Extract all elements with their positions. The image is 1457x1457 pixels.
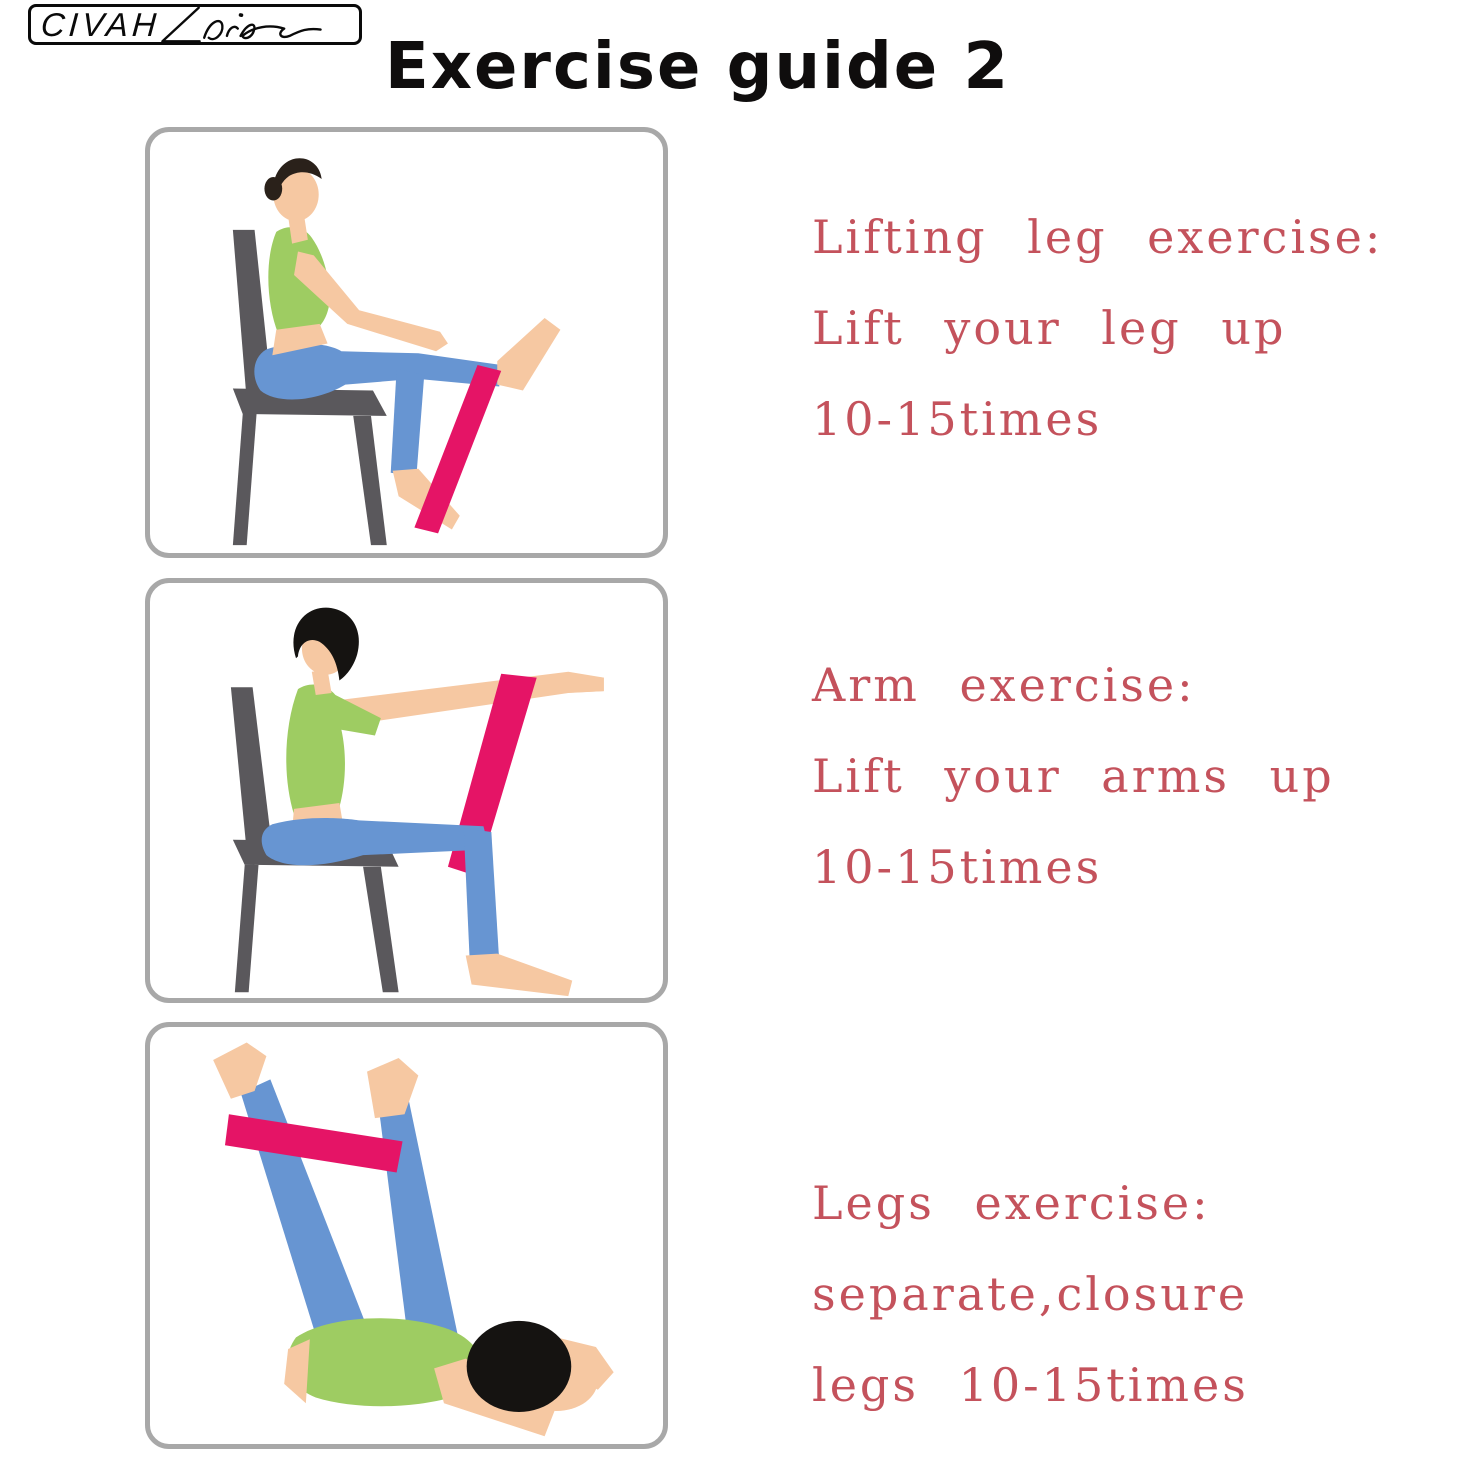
scribble-i xyxy=(227,26,238,35)
scribble-a-wave xyxy=(241,24,321,37)
panel-legs-exercise xyxy=(145,1022,668,1449)
seated-arm-raise-illustration xyxy=(150,583,663,998)
caption-line: Lift your leg up xyxy=(812,301,1287,355)
seated-leg-lift-illustration xyxy=(150,132,663,553)
caption-arm-exercise xyxy=(812,640,1335,913)
scribble-c xyxy=(204,21,222,39)
panel-lifting-leg xyxy=(145,127,668,558)
woman-figure xyxy=(254,158,560,533)
panel-arm-exercise xyxy=(145,578,668,1003)
woman-figure xyxy=(213,1043,614,1437)
caption-line: 10-15times xyxy=(812,392,1103,446)
resistance-band xyxy=(414,365,501,533)
caption-line: legs 10-15times xyxy=(812,1358,1249,1412)
resistance-band xyxy=(225,1114,403,1172)
caption-line: 10-15times xyxy=(812,840,1103,894)
brand-logo xyxy=(28,4,362,45)
woman-figure xyxy=(262,608,604,996)
brand-name: CIVAH xyxy=(39,6,162,43)
caption-lifting-leg xyxy=(812,192,1383,465)
caption-line: Arm exercise: xyxy=(812,658,1196,712)
caption-line: separate,closure xyxy=(812,1267,1249,1321)
page-title: Exercise guide 2 xyxy=(385,30,1010,104)
lying-leg-separation-illustration xyxy=(150,1027,663,1444)
signature-scribble-icon xyxy=(152,5,330,45)
caption-legs-exercise xyxy=(812,1158,1249,1431)
caption-line: Lift your arms up xyxy=(812,749,1335,803)
scribble-slash xyxy=(162,7,199,41)
caption-line: Legs exercise: xyxy=(812,1176,1211,1230)
caption-line: Lifting leg exercise: xyxy=(812,210,1384,264)
